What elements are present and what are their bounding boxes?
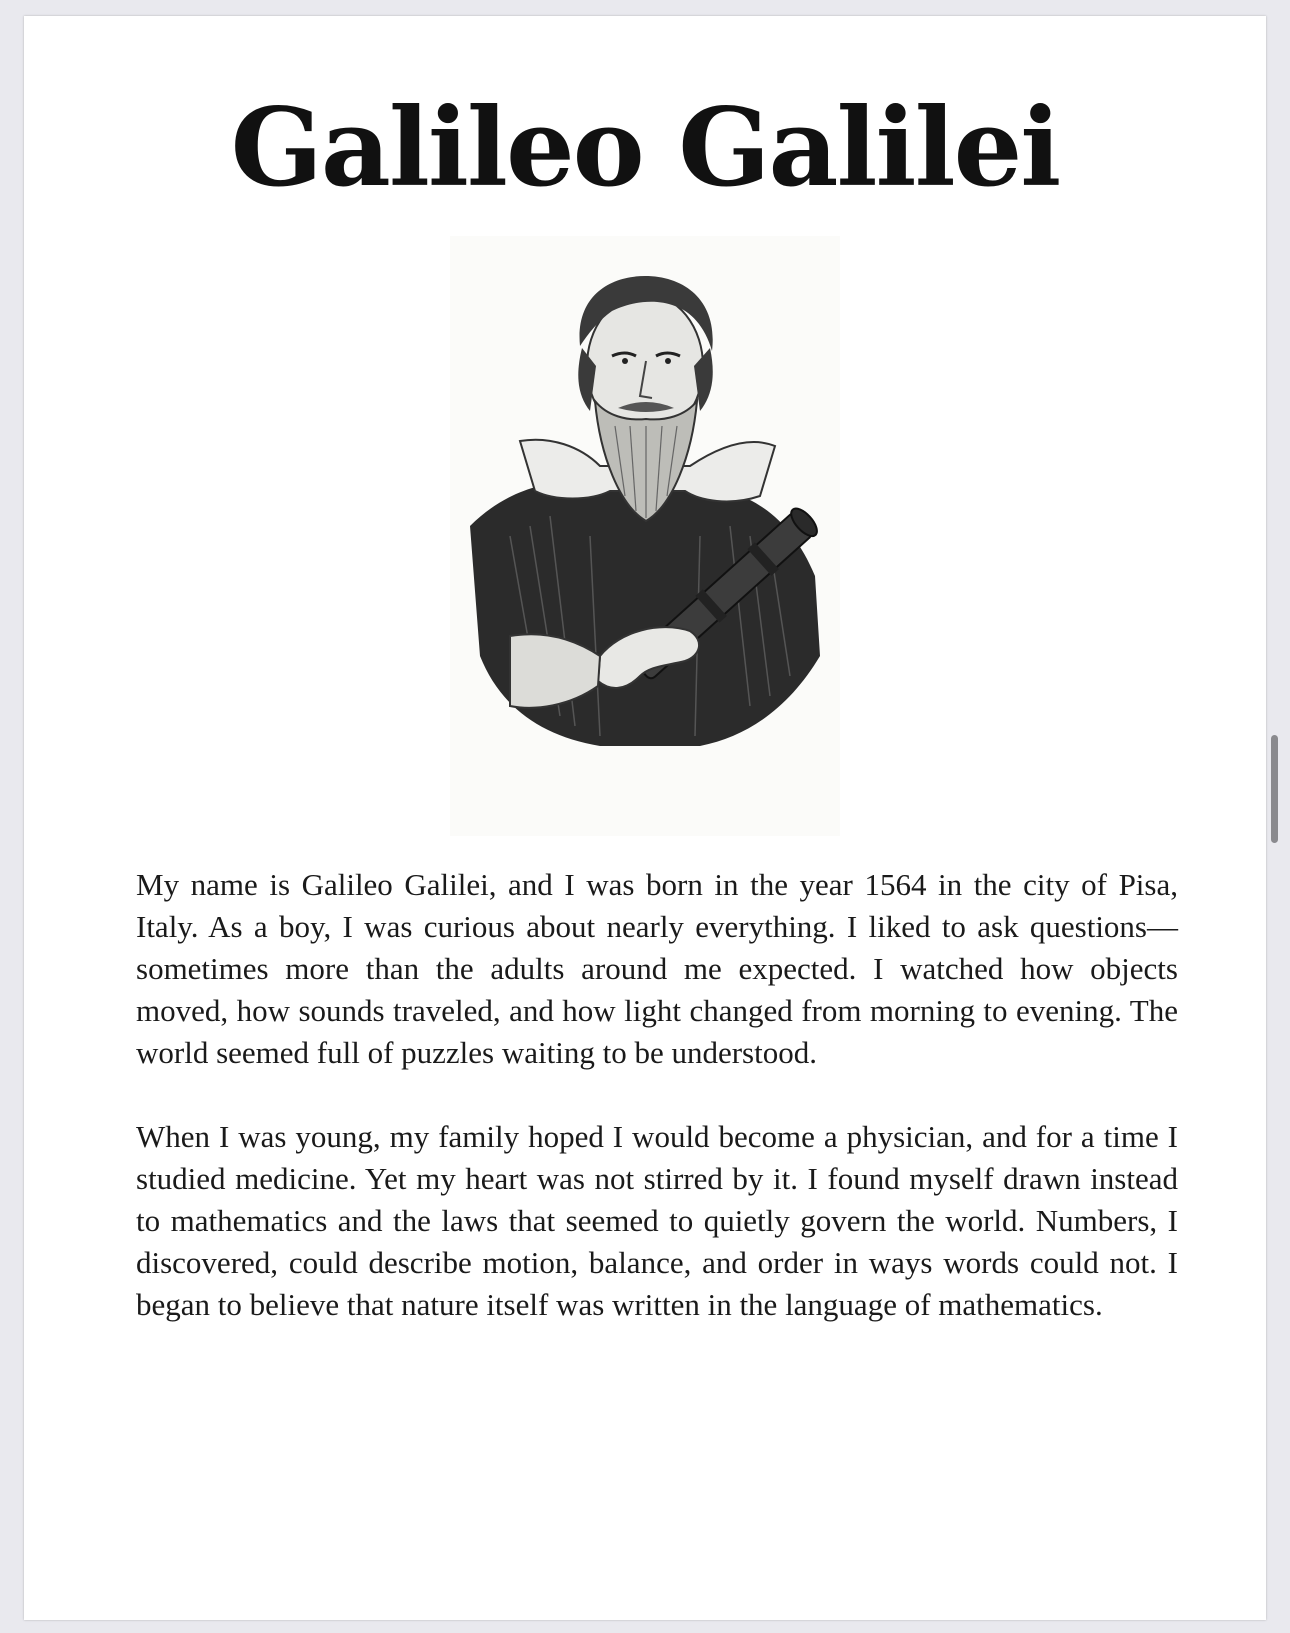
paragraph: My name is Galileo Galilei, and I was born in the year 1564 in the city of Pisa, Italy. As a boy, I was curious about nearly everything. I liked to ask questions—sometimes more than the adults around me expected. I watched how objects moved, how sounds traveled, and how light changed from morning to evening. The world seemed full of puzzles waiting to be understood.	[136, 867, 1178, 1070]
vertical-scrollbar[interactable]	[1271, 735, 1278, 843]
page-title: Galileo Galilei	[230, 85, 1060, 211]
paragraph: When I was young, my family hoped I would become a physician, and for a time I studied medicine. Yet my heart was not stirred by it. I found myself drawn instead to mathematics and the laws that seemed to quietly govern the world. Numbers, I discovered, could describe motion, balance, and order in ways words could not. I began to believe that nature itself was written in the language of mathematics.	[136, 1119, 1178, 1322]
portrait-engraving-icon	[450, 236, 840, 836]
body-text	[136, 864, 1178, 1368]
document-page	[24, 16, 1266, 1620]
